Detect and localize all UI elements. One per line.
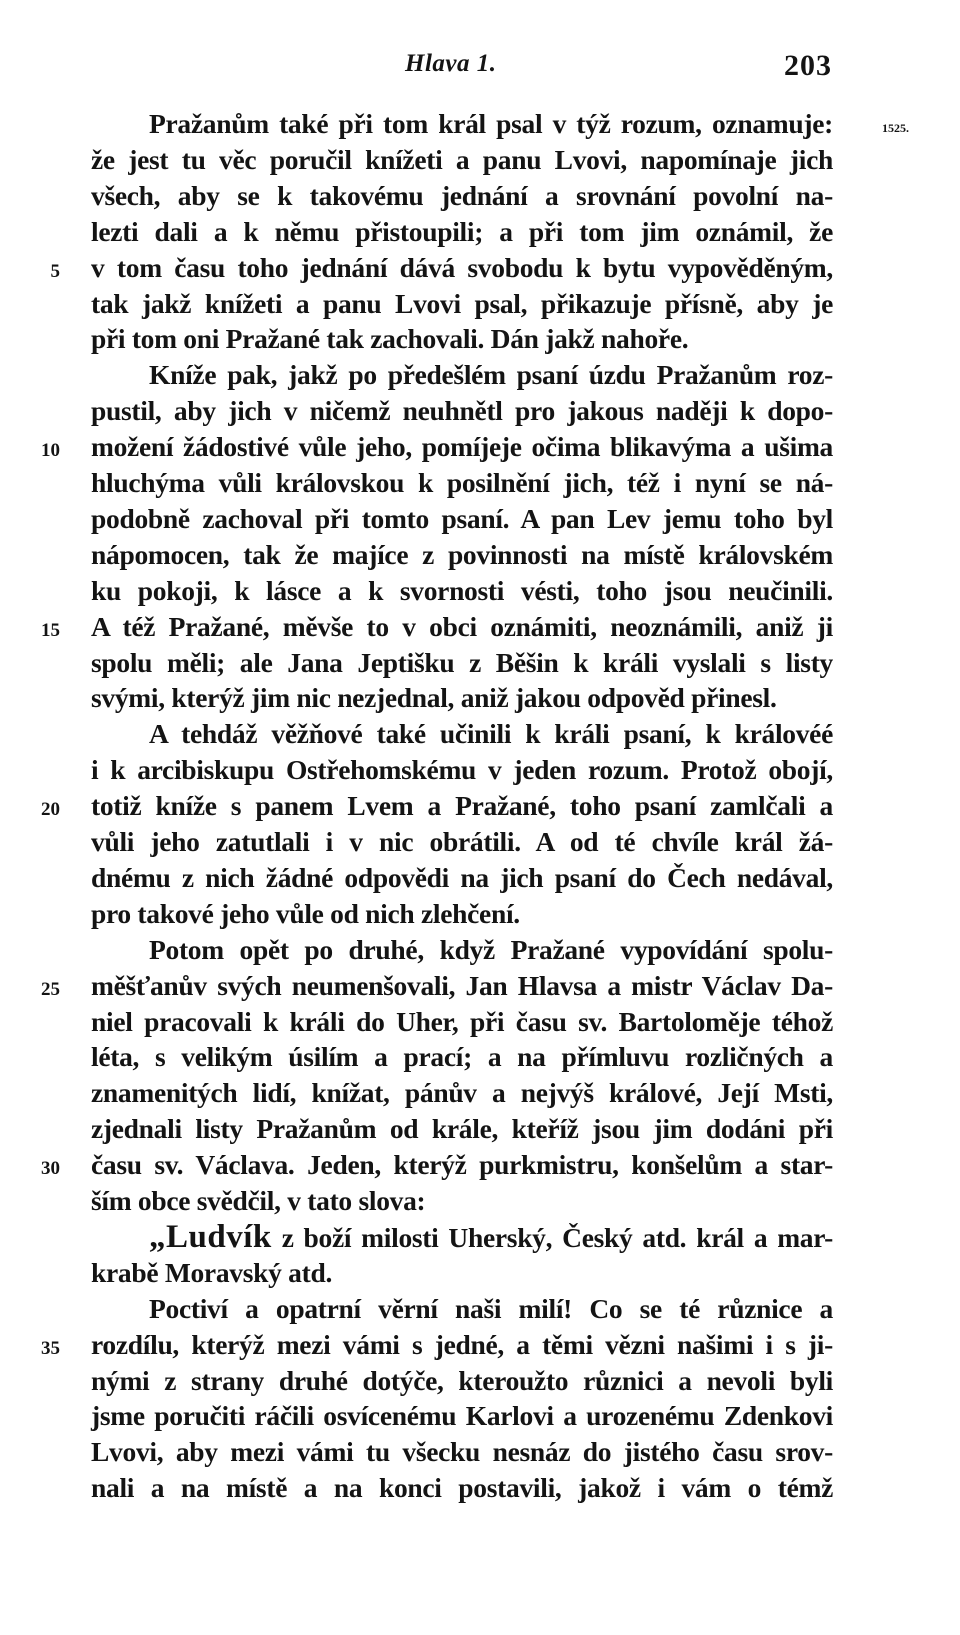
text-line <box>50 250 938 286</box>
line-text: ším obce svědčil, v tato slova: <box>91 1185 426 1216</box>
line-text: lezti dali a k němu přistoupili; a při tom jim oznámil, že <box>91 215 833 247</box>
text-line <box>78 680 938 716</box>
text-line <box>78 106 938 142</box>
text-line <box>78 286 938 322</box>
running-title: Hlava 1. <box>405 50 497 77</box>
text-line <box>78 860 938 896</box>
text-line <box>78 645 938 681</box>
text-line <box>78 501 938 537</box>
line-text: i k arcibiskupu Ostřehomskému v jeden rozum. Protož obojí, <box>91 754 833 786</box>
line-text: Poctiví a opatrní věrní naši milí! Co se té různice a <box>149 1292 833 1324</box>
line-text: jsme poručiti ráčili osvícenému Karlovi a urozenému Zdenkovi <box>91 1400 833 1432</box>
text-line <box>78 752 938 788</box>
line-text: pustil, aby jich v ničemž neuhnětl pro jakous naději k dopo- <box>91 395 833 427</box>
line-text: zjednali listy Pražanům od krále, kteříž jsou jim dodáni při <box>91 1113 833 1145</box>
margin-year-note: 1525. <box>882 121 909 135</box>
line-text: totiž kníže s panem Lvem a Pražané, toho psaní zamlčali a <box>91 790 833 822</box>
text-line <box>78 1219 938 1255</box>
line-text: znamenitých lidí, knížat, pánův a nejvýš králové, Její Msti, <box>91 1077 833 1109</box>
line-number: 10 <box>41 440 60 462</box>
text-line <box>78 573 938 609</box>
text-line <box>78 1039 938 1075</box>
text-line <box>78 824 938 860</box>
line-text: vůli jeho zatutlali i v nic obrátili. A od té chvíle král žá- <box>91 826 833 857</box>
text-line <box>78 142 938 178</box>
line-text: nali a na místě a na konci postavili, jakož i vám o témž <box>91 1472 833 1504</box>
line-text: při tom oni Pražané tak zachovali. Dán jakž nahoře. <box>91 323 689 355</box>
line-text: A též Pražané, měvše to v obci oznámiti, neoznámili, aniž ji <box>91 610 833 642</box>
text-line <box>78 1434 938 1470</box>
line-text: Kníže pak, jakž po předešlém psaní úzdu Pražanům roz- <box>149 359 833 391</box>
text-line <box>41 788 938 824</box>
text-line <box>78 1398 938 1434</box>
line-text: času sv. Václava. Jeden, kterýž purkmistru, konšelům a star- <box>91 1149 833 1181</box>
text-line <box>78 214 938 250</box>
line-number: 15 <box>41 619 60 641</box>
line-number: 5 <box>50 260 60 282</box>
text-line <box>78 537 938 573</box>
line-number: 30 <box>41 1158 60 1180</box>
text-line <box>78 465 938 501</box>
line-text: Potom opět po druhé, když Pražané vypovídání spolu- <box>149 933 833 965</box>
line-text: možení žádostivé vůle jeho, pomíjeje očima blikavýma a ušima <box>91 431 833 463</box>
text-line <box>78 1111 938 1147</box>
line-text: pro takové jeho vůle od nich zlehčení. <box>91 897 520 929</box>
line-text: niel pracovali k králi do Uher, při času sv. Bartoloměje téhož <box>91 1005 833 1037</box>
line-text: krabě Moravský atd. <box>91 1256 333 1288</box>
text-line <box>78 357 938 393</box>
text-line <box>41 968 938 1004</box>
line-text: nými z strany druhé dotýče, kteroužto různici a nevoli byli <box>91 1364 833 1396</box>
line-text: A tehdáž věžňové také učinili k králi psaní, k královéé <box>149 718 833 750</box>
text-line <box>78 1183 938 1219</box>
line-text: Pražanům také při tom král psal v týž rozum, oznamuje: <box>149 108 833 139</box>
page-number: 203 <box>784 49 832 82</box>
line-text: dnému z nich žádné odpovědi na jich psaní do Čech nedával, <box>91 861 833 893</box>
running-head <box>0 0 960 100</box>
text-line <box>41 609 938 645</box>
line-text: ku pokoji, k lásce a k svornosti vésti, toho jsou neučinili. <box>91 574 833 606</box>
text-line <box>78 932 938 968</box>
text-line <box>78 178 938 214</box>
line-text: léta, s velikým úsilím a prací; a na přímluvu rozličných a <box>91 1041 833 1073</box>
line-text: podobně zachoval při tomto psaní. A pan Lev jemu toho byl <box>91 502 833 534</box>
line-text: všech, aby se k takovému jednání a srovnání povolní na- <box>91 179 833 211</box>
line-text: nápomocen, tak že majíce z povinnosti na místě královském <box>91 538 833 570</box>
line-text: měšťanův svých neumenšovali, Jan Hlavsa a mistr Václav Da- <box>91 969 833 1001</box>
line-text: hluchýma vůli královskou k posilnění jich, též i nyní se ná- <box>91 467 833 498</box>
line-text <box>149 1219 833 1256</box>
line-text-rest: z boží milosti Uherský, Český atd. král a mar- <box>281 1221 833 1253</box>
salutation-name: „Ludvík <box>149 1218 272 1255</box>
text-line <box>41 1327 938 1363</box>
line-number: 35 <box>41 1337 60 1359</box>
text-line <box>41 429 938 465</box>
line-text: rozdílu, kterýž mezi vámi s jedné, a těmi vězni našimi i s ji- <box>91 1328 833 1360</box>
text-line <box>78 1004 938 1040</box>
line-number: 20 <box>41 799 60 821</box>
text-line <box>78 1075 938 1111</box>
line-text: tak jakž knížeti a panu Lvovi psal, přikazuje přísně, aby je <box>91 287 833 319</box>
line-text: že jest tu věc poručil knížeti a panu Lvovi, napomínaje jich <box>91 143 833 175</box>
line-text: v tom času toho jednání dává svobodu k bytu vypověděným, <box>91 251 833 283</box>
text-line <box>78 1363 938 1399</box>
text-line <box>78 393 938 429</box>
text-line <box>78 716 938 752</box>
line-text: spolu měli; ale Jana Jeptišku z Běšin k králi vyslali s listy <box>91 646 833 678</box>
text-line <box>78 896 938 932</box>
line-text: Lvovi, aby mezi vámi tu všecku nesnáz do jistého času srov- <box>91 1436 833 1468</box>
line-text: svými, kterýž jim nic nezjednal, aniž jakou odpověd přinesl. <box>91 682 777 714</box>
text-line <box>78 321 938 357</box>
text-line <box>78 1470 938 1506</box>
text-line <box>41 1147 938 1183</box>
text-line <box>78 1255 938 1291</box>
text-line <box>78 1291 938 1327</box>
line-number: 25 <box>41 978 60 1000</box>
